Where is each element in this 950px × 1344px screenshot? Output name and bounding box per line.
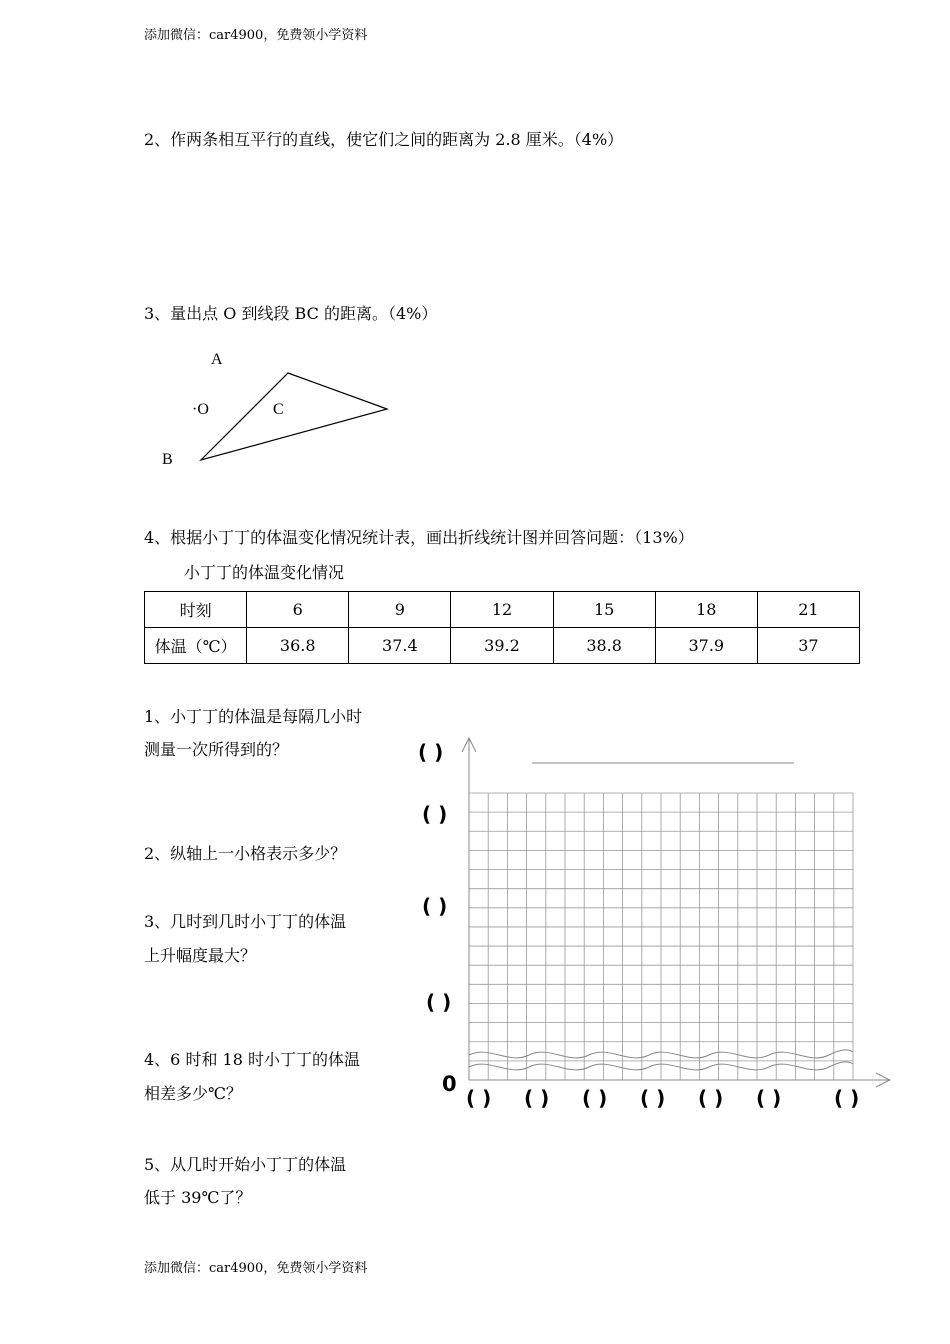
question-3: 3、量出点 O 到线段 BC 的距离。（4%） — [144, 304, 438, 323]
x-axis-blank[interactable]: ( ) — [466, 1086, 492, 1110]
label-b: B — [162, 451, 173, 468]
table-cell: 37.9 — [655, 628, 757, 664]
question-2: 2、作两条相互平行的直线，使它们之间的距离为 2.8 厘米。（4%） — [144, 130, 624, 149]
label-o: ·O — [192, 401, 209, 418]
x-axis-blank[interactable]: ( ) — [524, 1086, 550, 1110]
y-axis-blank[interactable]: ( ) — [422, 894, 448, 918]
table-title: 小丁丁的体温变化情况 — [184, 563, 345, 582]
triangle-abc — [201, 373, 387, 460]
sub-question-2-line-1: 2、纵轴上一小格表示多少？ — [144, 844, 347, 863]
x-axis-blank[interactable]: ( ) — [640, 1086, 666, 1110]
table-cell: 39.2 — [451, 628, 553, 664]
line-chart-grid — [410, 730, 900, 1120]
y-axis-blank[interactable]: ( ) — [422, 802, 448, 826]
grid-lines — [469, 793, 853, 1080]
table-cell: 9 — [349, 592, 451, 628]
question-4: 4、根据小丁丁的体温变化情况统计表，画出折线统计图并回答问题：（13%） — [144, 528, 694, 547]
y-axis-blank[interactable]: ( ) — [418, 740, 444, 764]
x-axis-blank[interactable]: ( ) — [834, 1086, 860, 1110]
x-axis-blank[interactable]: ( ) — [698, 1086, 724, 1110]
sub-question-5-line-1: 5、从几时开始小丁丁的体温 — [144, 1155, 347, 1174]
table-cell: 21 — [757, 592, 859, 628]
sub-question-1-line-1: 1、小丁丁的体温是每隔几小时 — [144, 707, 363, 726]
table-cell: 36.8 — [247, 628, 349, 664]
sub-question-1-line-2: 测量一次所得到的？ — [144, 740, 289, 759]
sub-question-4-line-2: 相差多少℃？ — [144, 1084, 242, 1103]
table-row — [145, 628, 860, 664]
table-row — [145, 592, 860, 628]
footer-watermark: 添加微信：car4900，免费领小学资料 — [144, 1261, 368, 1276]
table-cell: 12 — [451, 592, 553, 628]
table-cell: 37 — [757, 628, 859, 664]
label-a: A — [211, 351, 223, 368]
label-c: C — [273, 401, 284, 418]
table-cell: 38.8 — [553, 628, 655, 664]
x-axis-blank[interactable]: ( ) — [582, 1086, 608, 1110]
sub-question-3-line-1: 3、几时到几时小丁丁的体温 — [144, 912, 347, 931]
table-cell: 18 — [655, 592, 757, 628]
header-watermark: 添加微信：car4900，免费领小学资料 — [144, 28, 368, 43]
table-header-time: 时刻 — [145, 592, 247, 628]
table-cell: 6 — [247, 592, 349, 628]
temperature-table — [144, 591, 860, 664]
table-header-temp: 体温（℃） — [145, 628, 247, 664]
table-cell: 15 — [553, 592, 655, 628]
sub-question-4-line-1: 4、6 时和 18 时小丁丁的体温 — [144, 1050, 360, 1069]
x-axis-blank[interactable]: ( ) — [756, 1086, 782, 1110]
table-cell: 37.4 — [349, 628, 451, 664]
y-axis-blank[interactable]: ( ) — [426, 990, 452, 1014]
sub-question-3-line-2: 上升幅度最大？ — [144, 946, 257, 965]
sub-question-5-line-2: 低于 39℃了？ — [144, 1188, 252, 1207]
origin-label: 0 — [442, 1072, 457, 1096]
